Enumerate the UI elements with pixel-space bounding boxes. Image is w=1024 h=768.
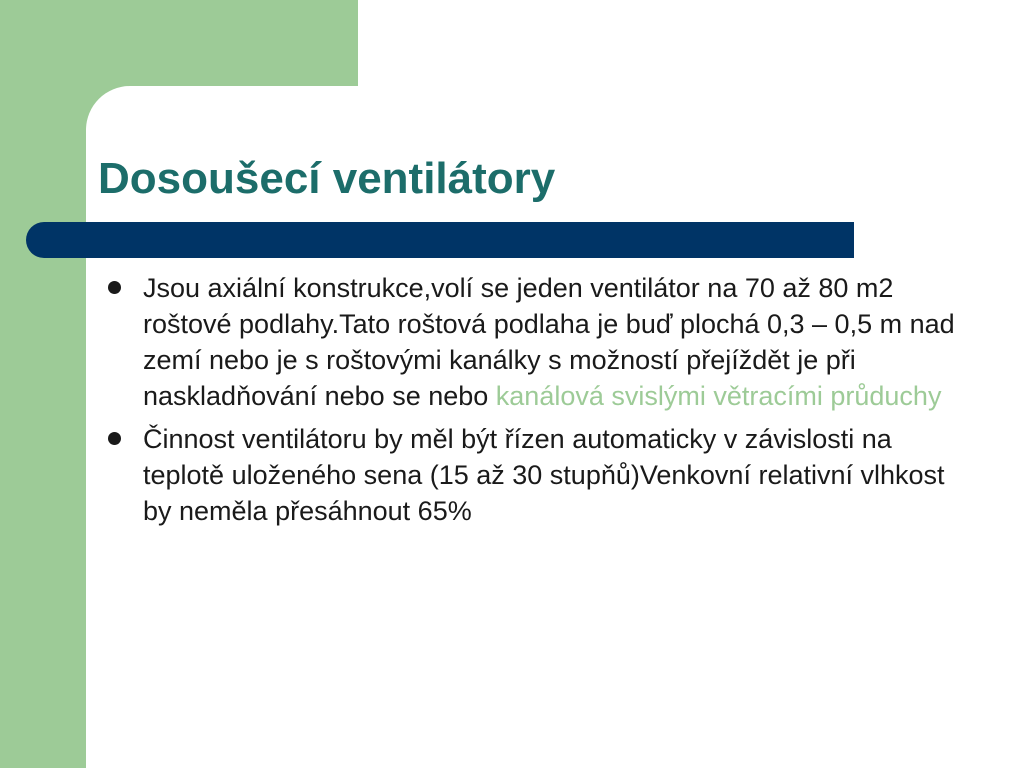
bullet-dot-icon xyxy=(108,432,121,445)
slide-title: Dosoušecí ventilátory xyxy=(98,154,556,203)
title-underline-bar xyxy=(26,222,854,258)
bullet-item-1 xyxy=(102,270,962,414)
bullet-dot-icon xyxy=(108,281,121,294)
bullet-list xyxy=(102,270,962,536)
bullet-text-2: Činnost ventilátoru by měl být řízen automaticky v závislosti na teplotě uloženého sena (15 až 30 stupňů)Venkovní relativní vlhkost by neměla přesáhnout 65% xyxy=(143,424,945,526)
bullet-highlight-1: kanálová svislými větracími průduchy xyxy=(495,381,942,411)
bullet-text-1: Jsou axiální konstrukce,volí se jeden ventilátor na 70 až 80 m2 roštové podlahy.Tato roštová podlaha je buď plochá 0,3 – 0,5 m nad zemí nebo je s roštovými kanálky s možností přejíždět je při naskladňování nebo se nebo xyxy=(143,273,955,411)
bullet-item-2 xyxy=(102,421,962,529)
